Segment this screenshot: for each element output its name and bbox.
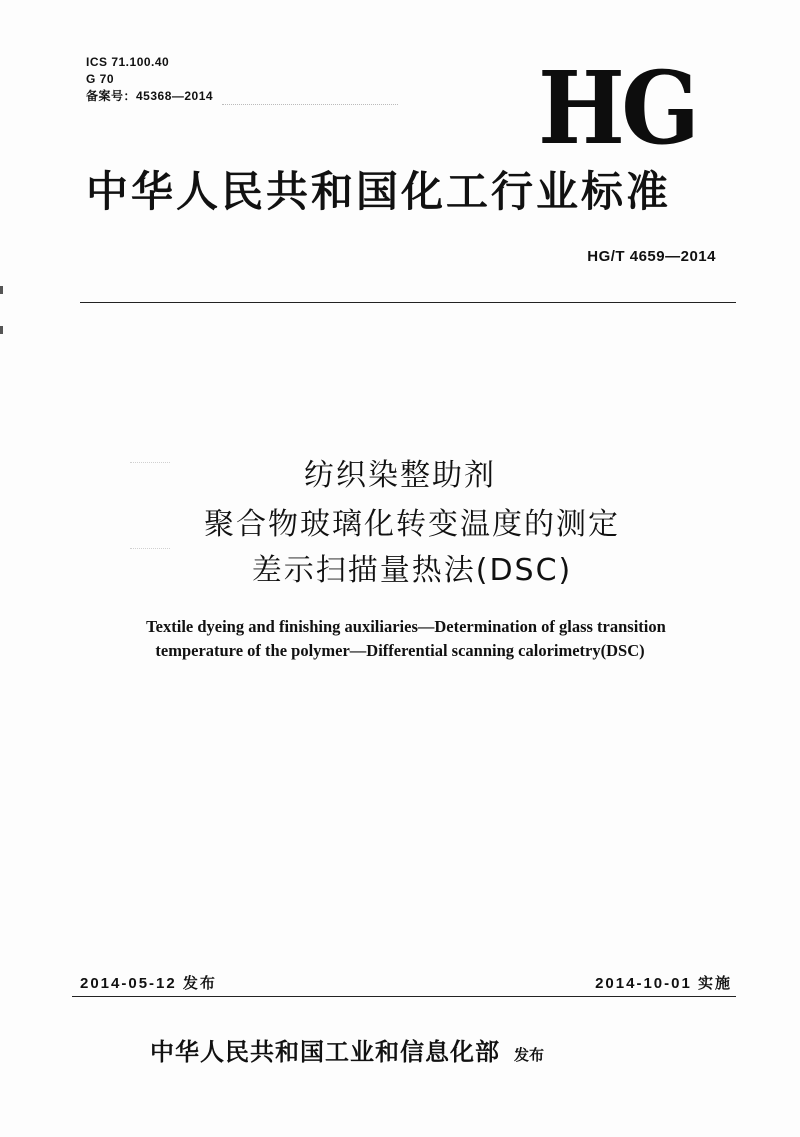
issuer-name: 中华人民共和国工业和信息化部 bbox=[150, 1038, 500, 1066]
english-title-line-1: Textile dyeing and finishing auxiliaries—Determination of glass transition bbox=[146, 617, 666, 636]
hg-logo: HG bbox=[538, 49, 697, 167]
header-rule bbox=[80, 302, 736, 303]
ccs-code: G 70 bbox=[86, 72, 115, 86]
dotted-divider bbox=[222, 104, 398, 105]
footer-rule bbox=[72, 996, 736, 997]
standard-number: HG/T 4659—2014 bbox=[587, 248, 716, 265]
classification-block bbox=[86, 54, 213, 105]
scan-artifact bbox=[0, 326, 3, 334]
english-title-line-2: temperature of the polymer—Differential scanning calorimetry(DSC) bbox=[155, 641, 645, 660]
chinese-title-line-2: 聚合物玻璃化转变温度的测定 bbox=[204, 507, 620, 542]
effective-date: 2014-10-01 实施 bbox=[595, 975, 732, 992]
issuing-authority bbox=[150, 1032, 544, 1067]
chinese-title-line-1: 纺织染整助剂 bbox=[304, 458, 496, 493]
industry-standard-title: 中华人民共和国化工行业标准 bbox=[86, 167, 672, 216]
record-number: 备案号：45368—2014 bbox=[86, 89, 214, 103]
issue-date: 2014-05-12 发布 bbox=[80, 975, 217, 992]
issuer-suffix: 发布 bbox=[514, 1046, 545, 1064]
ics-code: ICS 71.100.40 bbox=[86, 55, 170, 69]
chinese-title-line-3: 差示扫描量热法(DSC) bbox=[251, 553, 573, 588]
scan-artifact bbox=[0, 286, 3, 294]
